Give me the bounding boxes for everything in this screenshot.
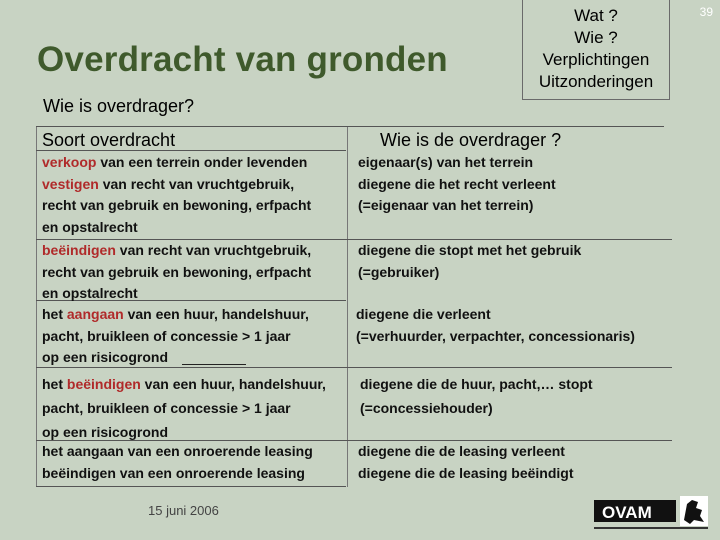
line-text: van recht van vruchtgebruik,: [115, 242, 312, 258]
flemish-lion-icon: [680, 496, 708, 526]
highlighted-action: beëindigen: [42, 242, 116, 258]
line-text: beëindigen van een onroerende leasing: [42, 464, 305, 481]
transferor-line: diegene die de leasing beëindigt: [358, 464, 574, 481]
row-2-transfer-type: [42, 240, 311, 305]
table-column-divider: [347, 126, 348, 487]
transfer-type-line: [42, 262, 311, 284]
line-text: recht van gebruik en bewoning, erfpacht: [42, 197, 312, 213]
topic-obligations: Verplichtingen: [542, 50, 650, 69]
row-4-transferor: [360, 372, 593, 420]
transfer-type-line: [42, 217, 311, 239]
transfer-type-line: [42, 441, 313, 463]
line-text: van een terrein onder levenden: [96, 154, 308, 170]
row-1-transferor: [358, 152, 556, 217]
line-text: van een huur, handelshuur,: [140, 376, 326, 392]
transferor-line: (=eigenaar van het terrein): [358, 197, 534, 213]
line-text: van recht van vruchtgebruik,: [98, 175, 295, 192]
transfer-type-line: [42, 152, 311, 174]
row-3-transfer-type: [42, 304, 309, 369]
line-text: het: [42, 306, 67, 322]
highlighted-action: aangaan: [66, 306, 124, 322]
line-text: van een huur, handelshuur,: [123, 306, 309, 322]
topic-what: Wat ?: [574, 6, 618, 25]
table-bottom-line: [36, 486, 346, 487]
highlighted-action: vestigen: [42, 175, 99, 192]
transferor-line: diegene die de huur, pacht,… stopt: [360, 376, 593, 392]
transferor-line: diegene die de leasing verleent: [358, 443, 565, 459]
transferor-line: eigenaar(s) van het terrein: [358, 154, 534, 170]
row-2-transferor: [358, 240, 581, 283]
transferor-line: (=verhuurder, verpachter, concessionaris): [356, 327, 635, 344]
transfer-type-line: [42, 347, 309, 369]
transfer-type-line: [42, 372, 326, 396]
transferor-line: diegene die stopt met het gebruik: [358, 242, 582, 258]
line-text: pacht, bruikleen of concessie > 1 jaar: [42, 400, 291, 416]
transferor-line: diegene die verleent: [356, 306, 491, 322]
table-header-top-line: [36, 126, 664, 127]
topic-who: Wie ?: [574, 28, 618, 47]
table-left-border: [36, 126, 37, 487]
transferor-line: (=concessiehouder): [360, 400, 493, 416]
line-text: pacht, bruikleen of concessie > 1 jaar: [42, 327, 291, 344]
row-1-transfer-type: [42, 152, 311, 238]
transfer-type-line: [42, 174, 311, 196]
row-5-transferor: [358, 441, 574, 484]
highlighted-action: verkoop: [42, 154, 97, 170]
transfer-type-line: [42, 283, 311, 305]
logo-wordmark: OVAM: [602, 503, 652, 522]
topics-box: [522, 0, 670, 100]
page-number: 39: [699, 5, 713, 19]
slide-subtitle: Wie is overdrager?: [43, 96, 195, 116]
line-text: en opstalrecht: [42, 218, 138, 235]
line-text: het: [42, 376, 67, 392]
transfer-type-line: [42, 463, 313, 485]
transfer-type-line: [42, 195, 311, 217]
footer-date: 15 juni 2006: [148, 503, 219, 518]
line-text: recht van gebruik en bewoning, erfpacht: [42, 263, 312, 280]
row-5-transfer-type: [42, 441, 313, 484]
transfer-type-line: [42, 304, 309, 326]
transferor-line: diegene die het recht verleent: [358, 175, 556, 192]
line-text: op een risicogrond: [42, 424, 169, 440]
line-text: en opstalrecht: [42, 285, 138, 301]
transferor-line: (=gebruiker): [358, 263, 440, 280]
topic-exceptions: Uitzonderingen: [538, 72, 654, 91]
highlighted-action: beëindigen: [66, 376, 141, 392]
transfer-type-line: [42, 326, 309, 348]
row-4-transfer-type: [42, 372, 326, 444]
table-header-left: Soort overdracht: [42, 130, 176, 150]
table-header-right: Wie is de overdrager ?: [380, 130, 562, 150]
transfer-type-line: [42, 240, 311, 262]
row-3-transferor: [356, 304, 635, 347]
transfer-type-line: [42, 396, 326, 420]
ovam-logo: [592, 494, 710, 534]
line-text: het aangaan van een onroerende leasing: [42, 443, 313, 459]
slide-title: Overdracht van gronden: [37, 40, 448, 79]
line-text: op een risicogrond: [42, 349, 169, 365]
